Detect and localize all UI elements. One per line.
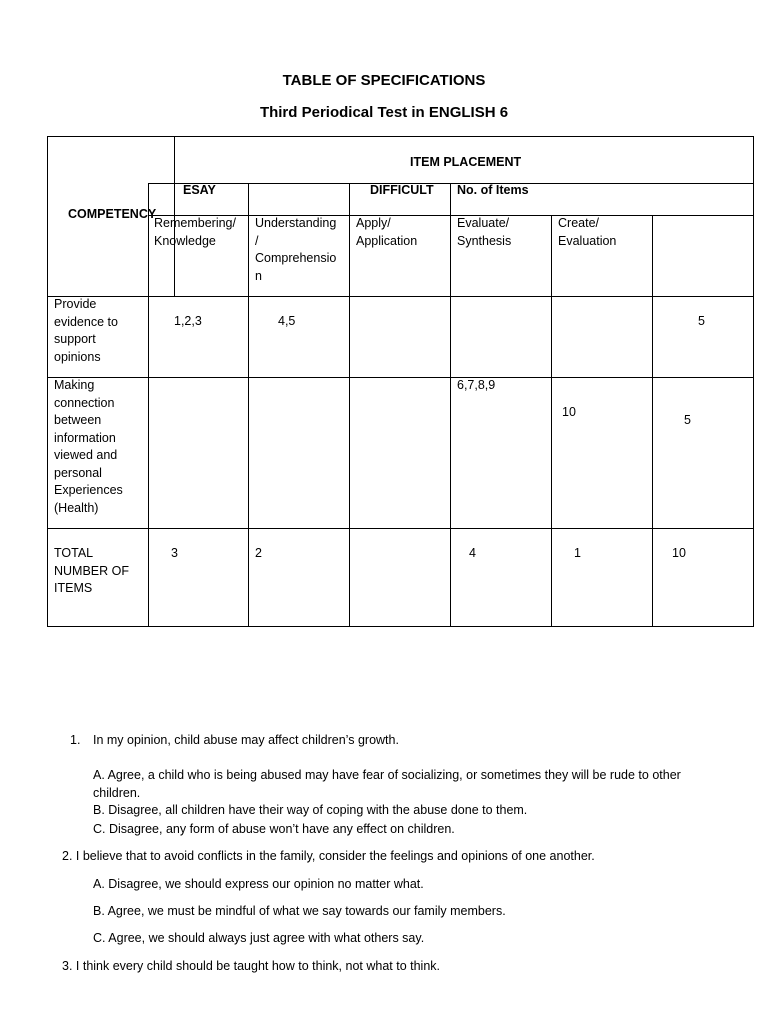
header-apply: Apply/ Application [356,216,418,248]
question-1-option-a: A. Agree, a child who is being abused may have fear of socializing, or sometimes they will be rude to other children. [93,768,681,800]
question-1-text: In my opinion, child abuse may affect children’s growth. [93,733,399,747]
table-line-v1 [148,183,149,627]
header-esay: ESAY [183,183,216,197]
question-2-option-b: B. Agree, we must be mindful of what we say towards our family members. [93,904,506,918]
row3-total: 10 [672,546,686,560]
table-line-h1 [148,183,754,184]
row1-total: 5 [698,314,705,328]
table-line-h3 [47,296,754,297]
table-border-bottom [47,626,754,627]
header-competency: COMPETENCY [68,207,157,221]
header-evaluate: Evaluate/ Synthesis [457,216,512,248]
question-2-option-a: A. Disagree, we should express our opinion no matter what. [93,877,424,891]
header-no-of-items: No. of Items [457,183,529,197]
row3-evaluate: 4 [469,546,476,560]
row2-evaluate: 6,7,8,9 [457,378,496,392]
table-line-v3 [349,183,350,627]
row3-competency: TOTAL NUMBER OF ITEMS [54,546,129,595]
table-border-top [47,136,754,137]
table-line-h2 [148,215,754,216]
table-line-v2 [248,183,249,627]
row3-remembering: 3 [171,546,178,560]
row3-understanding: 2 [255,546,262,560]
header-difficult: DIFFICULT [370,183,434,197]
header-item-placement: ITEM PLACEMENT [410,155,522,169]
table-border-left [47,136,48,627]
table-line-v5 [551,215,552,627]
table-line-v6 [652,215,653,627]
row1-understanding: 4,5 [278,314,296,328]
header-create: Create/ Evaluation [558,216,617,248]
header-remembering: Remembering/ Knowledge [154,216,236,248]
row2-create: 10 [562,405,576,419]
question-2-text: 2. I believe that to avoid conflicts in the family, consider the feelings and opinions of one another. [62,849,595,863]
question-2-option-c: C. Agree, we should always just agree with what others say. [93,931,425,945]
document-title: TABLE OF SPECIFICATIONS [282,72,486,89]
question-1-option-c: C. Disagree, any form of abuse won’t have any effect on children. [93,822,455,836]
question-3-text: 3. I think every child should be taught how to think, not what to think. [62,959,441,973]
row2-total: 5 [684,413,691,427]
header-understanding: Understanding / Comprehensio n [255,216,337,283]
table-border-right [753,136,754,627]
row1-remembering: 1,2,3 [174,314,202,328]
document-subtitle: Third Periodical Test in ENGLISH 6 [259,104,509,121]
table-line-v4 [450,183,451,627]
question-1-number: 1. [70,733,81,747]
row2-competency: Making connection between information viewed and personal Experiences (Health) [54,378,123,515]
row3-create: 1 [574,546,581,560]
table-line-h4 [47,377,754,378]
question-1-option-b: B. Disagree, all children have their way of coping with the abuse done to them. [93,803,528,817]
row1-competency: Provide evidence to support opinions [54,297,118,364]
table-line-h5 [47,528,754,529]
